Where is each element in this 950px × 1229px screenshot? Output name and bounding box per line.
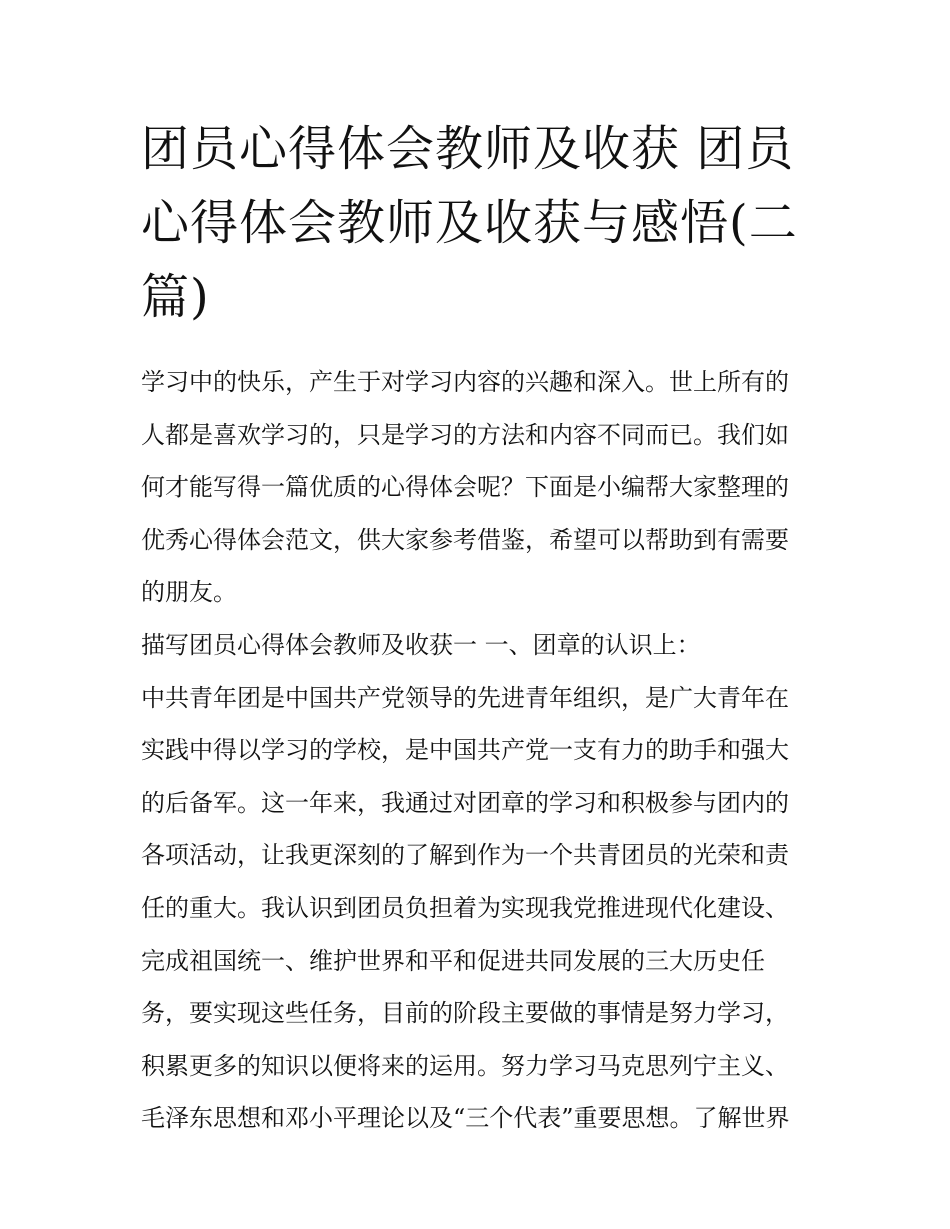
- body-line: 学习中的快乐，产生于对学习内容的兴趣和深入。世上所有的: [141, 368, 789, 396]
- body-line: 何才能写得一篇优质的心得体会呢？下面是小编帮大家整理的: [141, 473, 789, 502]
- title-line: 心得体会教师及收获与感悟(二: [141, 195, 798, 251]
- body-line: 毛泽东思想和邓小平理论以及“三个代表”重要思想。了解世界: [141, 1104, 790, 1133]
- body-line: 的朋友。: [141, 578, 237, 607]
- section-heading: 描写团员心得体会教师及收获一 一、团章的认识上：: [141, 630, 701, 659]
- body-line: 中共青年团是中国共产党领导的先进青年组织，是广大青年在: [141, 683, 789, 712]
- body-line: 优秀心得体会范文，供大家参考借鉴，希望可以帮助到有需要: [141, 525, 789, 554]
- body-line: 任的重大。我认识到团员负担着为实现我党推进现代化建设、: [141, 893, 789, 922]
- body-line: 务，要实现这些任务，目前的阶段主要做的事情是努力学习，: [141, 999, 789, 1028]
- document-title: [141, 112, 821, 334]
- body-line: 各项活动，让我更深刻的了解到作为一个共青团员的光荣和责: [141, 841, 789, 870]
- body-line: 完成祖国统一、维护世界和平和促进共同发展的三大历史任: [141, 946, 765, 975]
- title-line: 篇): [141, 269, 210, 325]
- document-body: [141, 356, 821, 1145]
- body-line: 积累更多的知识以便将来的运用。努力学习马克思列宁主义、: [141, 1051, 789, 1080]
- title-line: 团员心得体会教师及收获 团员: [141, 121, 795, 177]
- body-line: 实践中得以学习的学校，是中国共产党一支有力的助手和强大: [141, 736, 789, 765]
- body-line: 的后备军。这一年来，我通过对团章的学习和积极参与团内的: [141, 788, 789, 817]
- body-line: 人都是喜欢学习的，只是学习的方法和内容不同而已。我们如: [141, 420, 789, 449]
